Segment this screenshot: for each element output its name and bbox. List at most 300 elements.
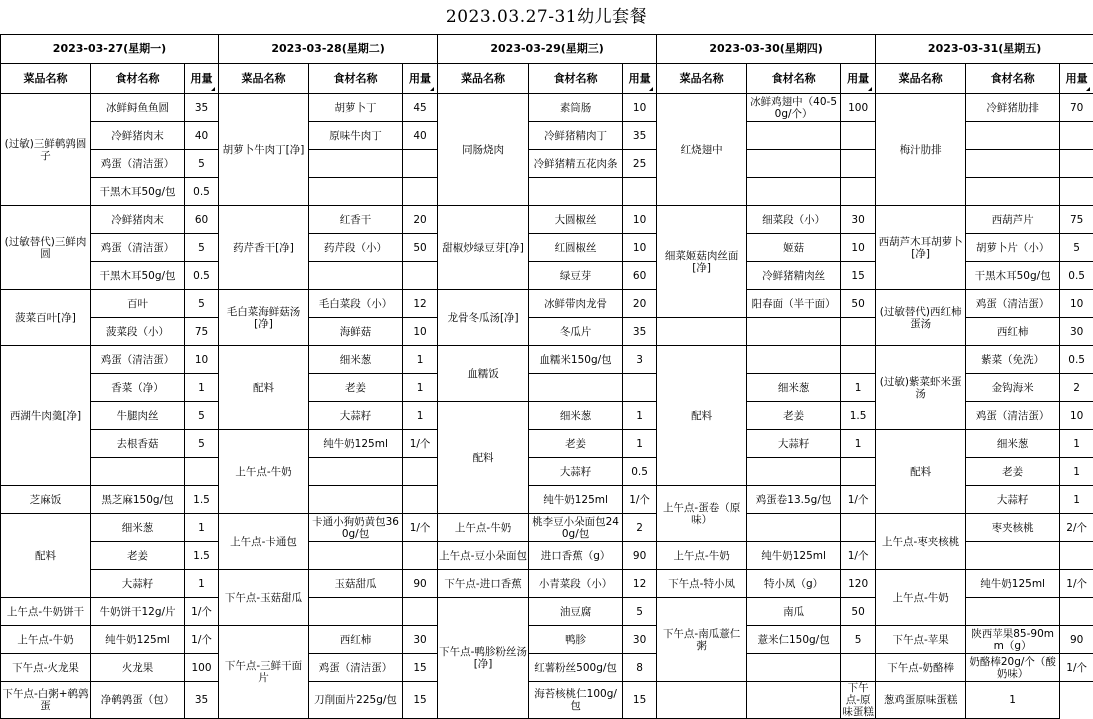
ingredient-cell xyxy=(529,486,623,514)
quantity-cell xyxy=(623,346,657,374)
quantity-cell xyxy=(185,178,219,206)
quantity-cell xyxy=(966,682,1060,719)
ingredient-cell xyxy=(966,290,1060,318)
quantity-cell xyxy=(623,458,657,486)
ingredient-text: 进口香蕉（g） xyxy=(540,549,611,562)
ingredient-cell xyxy=(966,318,1060,346)
ingredient-text: 小青菜段（小） xyxy=(538,577,613,590)
quantity-cell xyxy=(185,626,219,654)
dish-name-cell: 下午点-玉菇甜瓜 xyxy=(219,570,309,626)
quantity-text: 30 xyxy=(413,633,427,646)
ingredient-text: 胡萝卜丁 xyxy=(334,101,377,114)
ingredient-text: 药芹段（小） xyxy=(324,241,388,254)
quantity-cell xyxy=(185,514,219,542)
quantity-text: 8 xyxy=(636,661,643,674)
quantity-text: 1 xyxy=(854,437,862,450)
ingredient-cell xyxy=(747,150,841,178)
ingredient-text: 细米葱 xyxy=(559,409,592,422)
quantity-text: 5 xyxy=(198,409,205,422)
ingredient-cell xyxy=(966,570,1060,598)
quantity-cell xyxy=(1060,598,1093,626)
quantity-text: 20 xyxy=(413,213,427,226)
quantity-text: 100 xyxy=(848,101,869,114)
dish-name-cell: 下午点-进口香蕉 xyxy=(438,570,529,598)
ingredient-cell xyxy=(747,234,841,262)
quantity-cell xyxy=(841,654,876,682)
quantity-cell xyxy=(623,542,657,570)
quantity-cell xyxy=(841,94,876,122)
quantity-text: 1 xyxy=(636,409,643,422)
ingredient-text: 去根香菇 xyxy=(116,437,159,450)
ingredient-text: 玉菇甜瓜 xyxy=(334,577,377,590)
ingredient-cell xyxy=(529,430,623,458)
quantity-header: 用量 xyxy=(403,64,438,94)
quantity-text: 10 xyxy=(632,241,647,254)
quantity-cell xyxy=(1060,486,1093,514)
quantity-cell xyxy=(185,598,219,626)
dish-name-cell: 配料 xyxy=(1,514,91,598)
ingredient-name-header: 食材名称 xyxy=(966,64,1060,94)
ingredient-text: 阳春面（半干面） xyxy=(751,297,836,310)
ingredient-cell xyxy=(91,682,185,719)
dish-name-header: 菜品名称 xyxy=(657,64,747,94)
dish-name-cell xyxy=(657,318,747,346)
quantity-cell xyxy=(623,682,657,719)
ingredient-cell xyxy=(529,234,623,262)
quantity-cell xyxy=(403,682,438,719)
ingredient-cell xyxy=(966,234,1060,262)
dish-name-cell: 下午点-火龙果 xyxy=(1,654,91,682)
ingredient-cell xyxy=(309,262,403,290)
quantity-cell xyxy=(185,290,219,318)
ingredient-cell xyxy=(91,402,185,430)
quantity-cell xyxy=(841,206,876,234)
ingredient-cell xyxy=(309,514,403,542)
quantity-cell xyxy=(1060,570,1093,598)
ingredient-cell xyxy=(91,654,185,682)
ingredient-cell xyxy=(747,598,841,626)
dish-name-cell: 上午点-牛奶 xyxy=(219,430,309,514)
quantity-cell xyxy=(185,262,219,290)
quantity-cell xyxy=(403,402,438,430)
ingredient-text: 血糯米150g/包 xyxy=(539,353,612,366)
quantity-text: 1/个 xyxy=(1066,661,1087,674)
quantity-text: 5 xyxy=(636,605,643,618)
quantity-cell xyxy=(1060,430,1093,458)
ingredient-text: 鸭胗 xyxy=(565,633,587,646)
ingredient-text: 纯牛奶125ml xyxy=(323,437,388,450)
ingredient-cell xyxy=(747,206,841,234)
ingredient-cell xyxy=(966,94,1060,122)
ingredient-cell xyxy=(747,654,841,682)
ingredient-cell xyxy=(309,682,403,719)
ingredient-text: 老姜 xyxy=(345,381,367,394)
ingredient-text: 细菜段（小） xyxy=(762,213,826,226)
dish-name-header: 菜品名称 xyxy=(1,64,91,94)
ingredient-cell xyxy=(529,290,623,318)
ingredient-cell xyxy=(309,290,403,318)
ingredient-text: 西葫芦片 xyxy=(991,213,1034,226)
quantity-cell xyxy=(403,486,438,514)
day-header: 2023-03-30(星期四) xyxy=(657,35,876,64)
quantity-header: 用量 xyxy=(623,64,657,94)
quantity-text: 2 xyxy=(1073,381,1080,394)
quantity-cell xyxy=(403,346,438,374)
ingredient-cell xyxy=(309,178,403,206)
ingredient-cell xyxy=(966,542,1060,570)
ingredient-text: 冰鲜带肉龙骨 xyxy=(544,297,608,310)
ingredient-text: 冷鲜猪精肉丁 xyxy=(544,129,608,142)
ingredient-name-header: 食材名称 xyxy=(91,64,185,94)
ingredient-cell xyxy=(309,654,403,682)
dish-name-cell: 菠菜百叶[净] xyxy=(1,290,91,346)
quantity-cell xyxy=(1060,206,1093,234)
ingredient-text: 大蒜籽 xyxy=(339,409,372,422)
quantity-cell xyxy=(623,290,657,318)
quantity-text: 20 xyxy=(632,297,647,310)
quantity-cell xyxy=(841,542,876,570)
ingredient-cell xyxy=(966,598,1060,626)
ingredient-cell xyxy=(309,486,403,514)
quantity-cell xyxy=(841,458,876,486)
ingredient-cell xyxy=(529,150,623,178)
dish-name-cell: 配料 xyxy=(876,430,966,514)
ingredient-text: 菠菜段（小） xyxy=(106,325,169,338)
ingredient-text: 黑芝麻150g/包 xyxy=(101,493,174,506)
ingredient-cell xyxy=(529,626,623,654)
dish-name-cell: 下午点-原味蛋糕 xyxy=(842,682,874,718)
quantity-text: 0.5 xyxy=(631,465,648,478)
ingredient-text: 绿豆芽 xyxy=(559,269,592,282)
quantity-text: 10 xyxy=(1069,297,1084,310)
quantity-cell xyxy=(1060,346,1093,374)
quantity-cell xyxy=(841,122,876,150)
ingredient-text: 细米葱 xyxy=(777,381,810,394)
ingredient-text: 冬瓜片 xyxy=(559,325,592,338)
ingredient-text: 冰鲜鲟鱼鱼圆 xyxy=(106,101,169,114)
ingredient-cell xyxy=(91,318,185,346)
ingredient-text: 葱鸡蛋原味蛋糕 xyxy=(883,694,958,706)
quantity-cell xyxy=(1060,402,1093,430)
ingredient-cell xyxy=(966,626,1060,654)
ingredient-text: 火龙果 xyxy=(121,661,154,674)
quantity-cell xyxy=(185,458,219,486)
ingredient-cell xyxy=(747,290,841,318)
ingredient-text: 鸡蛋卷13.5g/包 xyxy=(755,493,832,506)
quantity-text: 90 xyxy=(413,577,427,590)
quantity-cell xyxy=(623,262,657,290)
ingredient-cell xyxy=(966,654,1060,682)
ingredient-text: 老姜 xyxy=(1002,465,1024,478)
ingredient-text: 桃李豆小朵面包240g/包 xyxy=(532,515,619,540)
ingredient-cell xyxy=(309,458,403,486)
ingredient-text: 原味牛肉丁 xyxy=(329,129,382,142)
ingredient-text: 海鲜菇 xyxy=(339,325,372,338)
quantity-text: 1 xyxy=(416,409,424,422)
dish-name-header: 菜品名称 xyxy=(438,64,529,94)
ingredient-text: 西红柿 xyxy=(339,633,372,646)
quantity-cell xyxy=(841,486,876,514)
dish-name-cell: 细菜姬菇肉丝面[净] xyxy=(657,206,747,318)
quantity-text: 10 xyxy=(413,325,427,338)
ingredient-cell xyxy=(966,430,1060,458)
ingredient-cell xyxy=(309,402,403,430)
dish-name-cell: 西葫芦木耳胡萝卜[净] xyxy=(876,206,966,290)
ingredient-cell xyxy=(91,542,185,570)
quantity-text: 50 xyxy=(413,241,427,254)
ingredient-cell xyxy=(876,682,966,719)
quantity-text: 1/个 xyxy=(191,633,212,646)
quantity-cell xyxy=(403,374,438,402)
quantity-text: 1 xyxy=(636,437,643,450)
ingredient-cell xyxy=(966,486,1060,514)
quantity-text: 35 xyxy=(632,129,647,142)
dish-name-header: 菜品名称 xyxy=(219,64,309,94)
ingredient-text: 胡萝卜片（小） xyxy=(975,241,1050,254)
ingredient-text: 鸡蛋（清洁蛋） xyxy=(100,157,175,170)
quantity-cell xyxy=(623,122,657,150)
ingredient-cell xyxy=(747,430,841,458)
ingredient-cell xyxy=(91,150,185,178)
ingredient-cell xyxy=(657,682,747,719)
ingredient-text: 特小凤（g） xyxy=(764,577,824,590)
ingredient-cell xyxy=(91,570,185,598)
day-header: 2023-03-28(星期二) xyxy=(219,35,438,64)
quantity-cell xyxy=(841,178,876,206)
quantity-cell xyxy=(1060,178,1093,206)
quantity-text: 30 xyxy=(851,213,865,226)
ingredient-text: 冷鲜猪肉末 xyxy=(111,213,164,226)
ingredient-cell xyxy=(966,458,1060,486)
quantity-header: 用量 xyxy=(1060,64,1093,94)
ingredient-text: 薏米仁150g/包 xyxy=(757,633,830,646)
quantity-cell xyxy=(841,346,876,374)
ingredient-cell xyxy=(309,150,403,178)
dish-name-cell: 配料 xyxy=(438,402,529,514)
ingredient-cell xyxy=(91,598,185,626)
dish-name-cell: (过敏替代)三鲜肉圆 xyxy=(1,206,91,290)
ingredient-cell xyxy=(91,234,185,262)
dish-name-cell: 毛白菜海鲜菇汤[净] xyxy=(219,290,309,346)
quantity-text: 2 xyxy=(636,521,643,534)
quantity-cell xyxy=(185,682,219,719)
quantity-text: 5 xyxy=(198,157,205,170)
ingredient-text: 牛腿肉丝 xyxy=(116,409,159,422)
quantity-text: 10 xyxy=(194,353,209,366)
menu-table xyxy=(0,34,1093,719)
ingredient-text: 干黑木耳50g/包 xyxy=(99,185,176,198)
quantity-cell xyxy=(841,234,876,262)
ingredient-cell xyxy=(91,514,185,542)
quantity-text: 12 xyxy=(632,577,647,590)
ingredient-cell xyxy=(747,262,841,290)
quantity-text: 1/个 xyxy=(847,549,869,562)
quantity-cell xyxy=(185,486,219,514)
quantity-cell xyxy=(403,654,438,682)
quantity-cell xyxy=(623,94,657,122)
ingredient-text: 干黑木耳50g/包 xyxy=(99,269,176,282)
dish-name-header: 菜品名称 xyxy=(876,64,966,94)
ingredient-cell xyxy=(747,458,841,486)
quantity-text: 25 xyxy=(632,157,647,170)
dish-name-cell: 上午点-牛奶 xyxy=(876,570,966,626)
dish-name-cell: 下午点-特小凤 xyxy=(657,570,747,598)
ingredient-cell xyxy=(309,374,403,402)
ingredient-text: 纯牛奶125ml xyxy=(543,493,608,506)
ingredient-cell xyxy=(91,346,185,374)
ingredient-cell xyxy=(91,94,185,122)
ingredient-cell xyxy=(529,682,623,719)
quantity-text: 1 xyxy=(1009,694,1016,706)
quantity-cell xyxy=(185,654,219,682)
ingredient-cell xyxy=(91,430,185,458)
ingredient-cell xyxy=(966,178,1060,206)
quantity-text: 5 xyxy=(198,241,205,254)
quantity-cell xyxy=(623,598,657,626)
ingredient-text: 陕西苹果85-90mm（g） xyxy=(971,627,1054,652)
quantity-text: 1 xyxy=(416,381,424,394)
quantity-cell xyxy=(403,178,438,206)
quantity-cell xyxy=(623,626,657,654)
dish-name-cell: 上午点-牛奶 xyxy=(657,542,747,570)
ingredient-cell xyxy=(966,514,1060,542)
quantity-cell xyxy=(185,94,219,122)
ingredient-cell xyxy=(529,374,623,402)
quantity-text: 30 xyxy=(632,633,647,646)
quantity-cell xyxy=(623,486,657,514)
ingredient-cell xyxy=(747,94,841,122)
day-header: 2023-03-29(星期三) xyxy=(438,35,657,64)
ingredient-cell xyxy=(966,122,1060,150)
ingredient-cell xyxy=(529,122,623,150)
dish-name-cell: 配料 xyxy=(219,346,309,430)
quantity-text: 1 xyxy=(198,381,205,394)
quantity-cell xyxy=(623,654,657,682)
ingredient-cell xyxy=(529,514,623,542)
quantity-cell xyxy=(185,122,219,150)
quantity-text: 0.5 xyxy=(1068,269,1085,282)
quantity-text: 1/个 xyxy=(191,605,212,618)
column-marker-icon xyxy=(868,87,872,91)
ingredient-text: 香菜（净） xyxy=(111,381,164,394)
dish-name-cell: 下午点-白粥+鹌鹑蛋 xyxy=(1,682,91,719)
ingredient-cell xyxy=(747,514,841,542)
quantity-text: 1 xyxy=(1073,465,1080,478)
quantity-cell xyxy=(185,402,219,430)
quantity-text: 0.5 xyxy=(1068,353,1085,366)
ingredient-cell xyxy=(91,458,185,486)
quantity-cell xyxy=(623,150,657,178)
day-header: 2023-03-27(星期一) xyxy=(1,35,219,64)
dish-name-cell: 甜椒炒绿豆芽[净] xyxy=(438,206,529,290)
quantity-text: 1 xyxy=(1073,437,1080,450)
ingredient-cell xyxy=(529,458,623,486)
quantity-text: 60 xyxy=(632,269,647,282)
ingredient-cell xyxy=(747,122,841,150)
dish-name-cell: (过敏)三鲜鹌鹑圆子 xyxy=(1,94,91,206)
ingredient-cell xyxy=(529,402,623,430)
ingredient-text: 毛白菜段（小） xyxy=(318,297,393,310)
ingredient-text: 鸡蛋（清洁蛋） xyxy=(975,297,1050,310)
quantity-cell xyxy=(1060,654,1093,682)
quantity-cell xyxy=(623,402,657,430)
ingredient-cell xyxy=(309,430,403,458)
dish-name-cell: 药芹香干[净] xyxy=(219,206,309,290)
quantity-text: 40 xyxy=(413,129,427,142)
ingredient-cell xyxy=(91,178,185,206)
quantity-cell xyxy=(623,178,657,206)
quantity-cell xyxy=(185,234,219,262)
ingredient-cell xyxy=(747,374,841,402)
quantity-cell xyxy=(1060,290,1093,318)
dish-name-cell: 下午点-南瓜薏仁粥 xyxy=(657,598,747,682)
quantity-text: 35 xyxy=(194,101,209,114)
dish-name-cell: 上午点-牛奶 xyxy=(1,626,91,654)
dish-name-cell: 上午点-蛋卷（原味） xyxy=(657,486,747,542)
ingredient-cell xyxy=(529,178,623,206)
quantity-cell xyxy=(623,374,657,402)
quantity-cell xyxy=(1060,458,1093,486)
column-marker-icon xyxy=(649,87,653,91)
ingredient-cell xyxy=(747,570,841,598)
quantity-cell xyxy=(403,122,438,150)
quantity-text: 10 xyxy=(632,101,647,114)
quantity-cell xyxy=(1060,262,1093,290)
quantity-cell xyxy=(841,514,876,542)
ingredient-cell xyxy=(747,402,841,430)
ingredient-cell xyxy=(747,178,841,206)
ingredient-text: 金钩海米 xyxy=(991,381,1034,394)
ingredient-cell xyxy=(309,94,403,122)
ingredient-text: 西红柿 xyxy=(996,325,1029,338)
quantity-cell xyxy=(1060,514,1093,542)
quantity-cell xyxy=(1060,122,1093,150)
quantity-cell xyxy=(747,682,841,719)
ingredient-text: 海苔核桃仁100g/包 xyxy=(534,688,617,712)
quantity-cell xyxy=(841,318,876,346)
dish-name-cell: 上午点-牛奶 xyxy=(438,514,529,542)
ingredient-cell xyxy=(91,486,185,514)
ingredient-cell xyxy=(309,318,403,346)
dish-name-cell: 上午点-牛奶饼干 xyxy=(1,598,91,626)
dish-name-cell: 上午点-豆小朵面包 xyxy=(438,542,529,570)
quantity-text: 15 xyxy=(413,694,427,706)
ingredient-text: 冷鲜猪精五花肉条 xyxy=(533,157,618,170)
ingredient-text: 冷鲜猪肉末 xyxy=(111,129,164,142)
ingredient-cell xyxy=(966,206,1060,234)
ingredient-text: 大蒜籽 xyxy=(777,437,810,450)
ingredient-text: 干黑木耳50g/包 xyxy=(974,269,1051,282)
quantity-cell xyxy=(841,262,876,290)
ingredient-cell xyxy=(91,374,185,402)
quantity-header: 用量 xyxy=(841,64,876,94)
ingredient-cell xyxy=(529,598,623,626)
quantity-text: 12 xyxy=(413,297,427,310)
ingredient-cell xyxy=(966,262,1060,290)
ingredient-cell xyxy=(309,206,403,234)
ingredient-cell xyxy=(529,542,623,570)
quantity-cell xyxy=(841,150,876,178)
ingredient-cell xyxy=(747,542,841,570)
dish-name-cell: 配料 xyxy=(657,346,747,486)
ingredient-name-header: 食材名称 xyxy=(747,64,841,94)
quantity-text: 30 xyxy=(1069,325,1084,338)
day-header: 2023-03-31(星期五) xyxy=(876,35,1093,64)
quantity-text: 1.5 xyxy=(193,493,210,506)
quantity-text: 1.5 xyxy=(193,549,210,562)
dish-name-cell: (过敏)紫菜虾米蛋汤 xyxy=(876,346,966,430)
quantity-text: 10 xyxy=(851,241,865,254)
